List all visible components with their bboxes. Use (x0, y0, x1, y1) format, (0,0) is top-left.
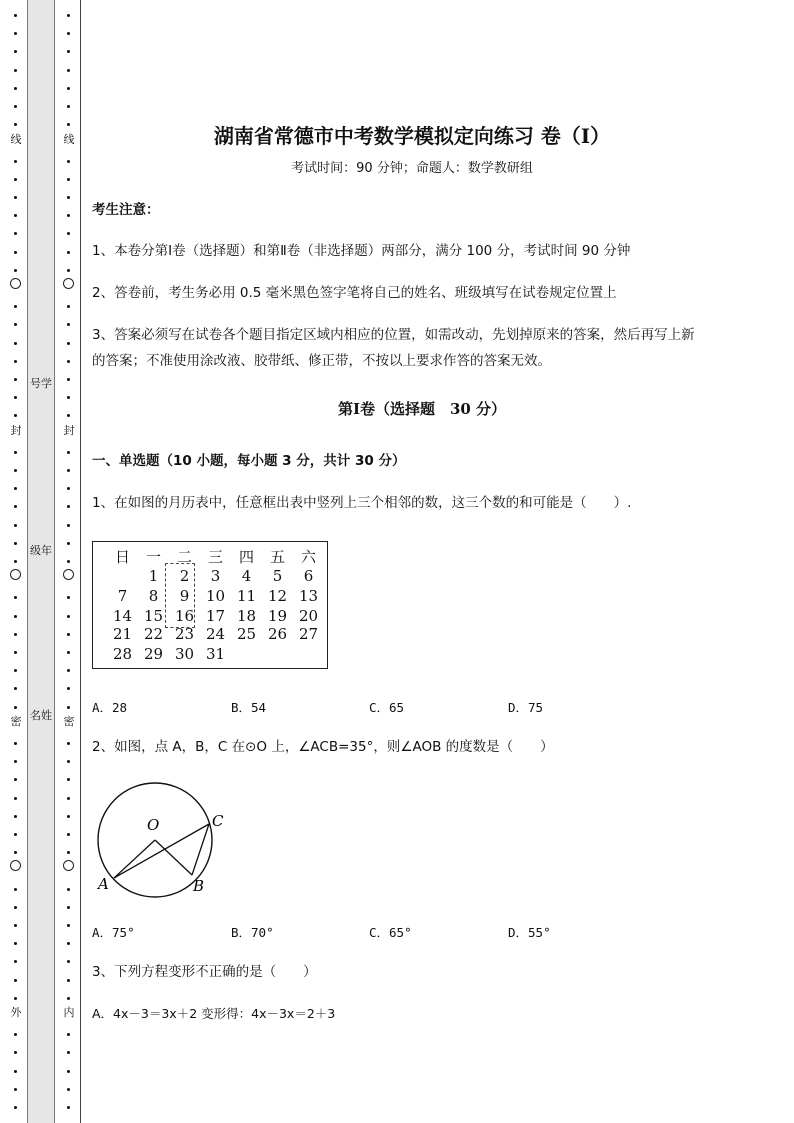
binding-dot (14, 451, 17, 454)
calendar-cell: 28 (112, 645, 133, 663)
q1-stem: 1、在如图的月历表中，任意框出表中竖列上三个相邻的数，这三个数的和可能是（ ）. (92, 495, 632, 511)
calendar-cell: 22 (143, 625, 164, 643)
part-title: 一、单选题（10 小题，每小题 3 分，共计 30 分） (92, 453, 406, 469)
calendar-cell (231, 645, 262, 663)
binding-dot (67, 997, 70, 1000)
inner-mark-feng: 封 (61, 424, 77, 437)
inner-dot-column (61, 0, 77, 1123)
q1-option-c[interactable]: C．65 (369, 700, 405, 715)
calendar-header-cell: 日 (114, 548, 130, 566)
binding-dot (67, 615, 70, 618)
calendar-row (107, 645, 324, 663)
binding-dot (14, 1070, 17, 1073)
binding-dot (67, 924, 70, 927)
binding-dot (67, 1051, 70, 1054)
calendar-cell: 8 (148, 587, 159, 605)
binding-dot (67, 560, 70, 563)
binding-dot (67, 797, 70, 800)
name-field: 名姓 (30, 709, 52, 722)
binding-dot (67, 1033, 70, 1036)
exam-title: 湖南省常德市中考数学模拟定向练习 卷（Ⅰ） (213, 124, 611, 148)
notice-item-2: 2、答卷前，考生务必用 0.5 毫米黑色签字笔将自己的姓名、班级填写在试卷规定位置上 (92, 285, 617, 301)
binding-circle-icon (63, 278, 74, 289)
calendar-row (107, 567, 324, 585)
calendar-cell: 29 (143, 645, 164, 663)
inner-mark-xian: 线 (61, 133, 77, 146)
q2-option-d[interactable]: D．55° (508, 925, 551, 940)
binding-dot (14, 69, 17, 72)
calendar-cell: 31 (205, 645, 226, 663)
binding-dot (14, 960, 17, 963)
calendar-cell: 7 (117, 587, 128, 605)
binding-dot (14, 32, 17, 35)
binding-dot (14, 305, 17, 308)
calendar-cell: 13 (298, 587, 319, 605)
calendar-cell (262, 645, 293, 663)
calendar-cell: 27 (298, 625, 319, 643)
q1-option-a[interactable]: A．28 (92, 700, 128, 715)
binding-dot (67, 251, 70, 254)
binding-dot (67, 979, 70, 982)
binding-dot (14, 414, 17, 417)
binding-dot (67, 196, 70, 199)
calendar-cell: 15 (143, 607, 164, 625)
binding-dot (67, 360, 70, 363)
calendar-cell: 20 (298, 607, 319, 625)
binding-dot (67, 1088, 70, 1091)
binding-dot (14, 50, 17, 53)
q2-stem: 2、如图，点 A，B，C 在⊙O 上，∠ACB=35°，则∠AOB 的度数是（ ） (92, 739, 554, 755)
binding-circle-icon (63, 860, 74, 871)
calendar-header-cell: 四 (238, 548, 254, 566)
binding-dot (14, 1051, 17, 1054)
binding-dot (14, 360, 17, 363)
binding-dot (14, 196, 17, 199)
binding-dot (67, 14, 70, 17)
binding-dot (14, 797, 17, 800)
binding-dot (67, 942, 70, 945)
binding-margin (0, 0, 82, 1123)
calendar-cell: 16 (174, 607, 195, 625)
binding-dot (14, 524, 17, 527)
binding-dot (14, 378, 17, 381)
binding-dot (14, 323, 17, 326)
calendar-cell: 18 (236, 607, 257, 625)
label-a: A (98, 875, 109, 893)
exam-subtitle: 考试时间：90 分钟；命题人：数学教研组 (291, 161, 533, 176)
binding-dot (67, 451, 70, 454)
calendar-cell: 9 (179, 587, 190, 605)
calendar-cell: 10 (205, 587, 226, 605)
binding-dot (67, 50, 70, 53)
calendar-cell: 25 (236, 625, 257, 643)
binding-dot (67, 760, 70, 763)
binding-dot (14, 687, 17, 690)
binding-dot (67, 323, 70, 326)
binding-dot (67, 123, 70, 126)
binding-dot (67, 105, 70, 108)
binding-dot (14, 851, 17, 854)
binding-dot (14, 469, 17, 472)
binding-dot (67, 342, 70, 345)
calendar-cell: 24 (205, 625, 226, 643)
calendar-header-cell: 六 (300, 548, 316, 566)
binding-circle-icon (10, 278, 21, 289)
binding-dot (67, 378, 70, 381)
calendar-cell: 1 (148, 567, 159, 585)
segment-ac (114, 824, 209, 878)
q3-option-a[interactable]: A．4x－3＝3x＋2 变形得：4x－3x＝2＋3 (92, 1006, 336, 1021)
section-title: 第Ⅰ卷（选择题 30 分） (337, 400, 507, 418)
binding-rule-line (80, 0, 81, 1123)
binding-dot (67, 651, 70, 654)
binding-dot (14, 906, 17, 909)
binding-dot (14, 596, 17, 599)
binding-dot (14, 1106, 17, 1109)
calendar-cell (293, 645, 324, 663)
binding-dot (67, 305, 70, 308)
binding-dot (14, 942, 17, 945)
binding-dot (67, 633, 70, 636)
binding-dot (14, 997, 17, 1000)
binding-dot (14, 214, 17, 217)
binding-dot (14, 178, 17, 181)
calendar-header (107, 546, 324, 567)
q2-option-c[interactable]: C．65° (369, 925, 412, 940)
calendar-header-cell: 二 (176, 548, 192, 566)
binding-dot (14, 651, 17, 654)
binding-dot (67, 542, 70, 545)
binding-dot (14, 14, 17, 17)
calendar-cell: 26 (267, 625, 288, 643)
q2-option-a[interactable]: A．75° (92, 925, 135, 940)
binding-dot (67, 269, 70, 272)
binding-dot (67, 1106, 70, 1109)
binding-dot (67, 160, 70, 163)
binding-dot (14, 833, 17, 836)
outer-mark-xian: 线 (8, 133, 24, 146)
grade-field: 级年 (30, 544, 52, 557)
binding-dot (14, 542, 17, 545)
binding-dot (14, 487, 17, 490)
outer-mark-feng: 封 (8, 424, 24, 437)
binding-dot (14, 615, 17, 618)
inner-mark-nei: 内 (61, 1006, 77, 1019)
calendar-cell: 6 (303, 567, 314, 585)
notice-item-3-cont: 的答案；不准使用涂改液、胶带纸、修正带，不按以上要求作答的答案无效。 (92, 353, 551, 369)
binding-dot (67, 178, 70, 181)
circle-figure (92, 778, 232, 898)
binding-dot (67, 960, 70, 963)
outer-dot-column (8, 0, 24, 1123)
binding-dot (14, 87, 17, 90)
binding-dot (67, 815, 70, 818)
binding-dot (67, 487, 70, 490)
binding-dot (14, 669, 17, 672)
binding-dot (14, 342, 17, 345)
binding-dot (67, 851, 70, 854)
label-c: C (212, 812, 224, 830)
binding-dot (67, 906, 70, 909)
binding-dot (67, 1070, 70, 1073)
binding-dot (14, 160, 17, 163)
calendar-row (107, 625, 324, 643)
binding-dot (67, 778, 70, 781)
binding-dot (67, 69, 70, 72)
binding-dot (14, 979, 17, 982)
calendar-figure (92, 541, 328, 669)
binding-dot (14, 1033, 17, 1036)
binding-dot (14, 706, 17, 709)
outer-mark-wai: 外 (8, 1006, 24, 1019)
binding-dot (14, 633, 17, 636)
calendar-cell: 12 (267, 587, 288, 605)
binding-dot (14, 888, 17, 891)
binding-dot (67, 469, 70, 472)
calendar-cell: 14 (112, 607, 133, 625)
binding-dot (14, 505, 17, 508)
binding-dot (67, 396, 70, 399)
binding-dot (67, 505, 70, 508)
binding-circle-icon (63, 569, 74, 580)
binding-dot (67, 888, 70, 891)
calendar-cell: 23 (174, 625, 195, 643)
calendar-cell: 11 (236, 587, 257, 605)
q3-stem: 3、下列方程变形不正确的是（ ） (92, 964, 317, 980)
binding-circle-icon (10, 569, 21, 580)
notice-heading: 考生注意： (92, 202, 160, 218)
binding-dot (14, 396, 17, 399)
notice-item-1: 1、本卷分第Ⅰ卷（选择题）和第Ⅱ卷（非选择题）两部分，满分 100 分，考试时间 90 分钟 (92, 243, 631, 259)
binding-circle-icon (10, 860, 21, 871)
q1-option-b[interactable]: B．54 (231, 700, 267, 715)
binding-dot (14, 269, 17, 272)
binding-strip (27, 0, 55, 1123)
calendar-cell (107, 567, 138, 585)
binding-dot (14, 778, 17, 781)
binding-dot (67, 742, 70, 745)
q2-option-b[interactable]: B．70° (231, 925, 274, 940)
segment-ao (114, 840, 155, 878)
binding-dot (67, 833, 70, 836)
binding-dot (14, 760, 17, 763)
student-id-field: 号学 (30, 377, 52, 390)
binding-dot (67, 596, 70, 599)
calendar-row (107, 607, 324, 625)
calendar-row (107, 587, 324, 605)
binding-dot (14, 105, 17, 108)
binding-dot (14, 815, 17, 818)
calendar-cell: 3 (210, 567, 221, 585)
binding-dot (14, 560, 17, 563)
calendar-header-cell: 三 (207, 548, 223, 566)
calendar-cell: 30 (174, 645, 195, 663)
label-o: O (147, 816, 160, 834)
calendar-cell: 17 (205, 607, 226, 625)
q1-option-d[interactable]: D．75 (508, 700, 544, 715)
binding-dot (67, 232, 70, 235)
binding-dot (67, 524, 70, 527)
calendar-cell: 21 (112, 625, 133, 643)
notice-item-3: 3、答案必须写在试卷各个题目指定区域内相应的位置，如需改动，先划掉原来的答案，然后再写上新 (92, 327, 695, 343)
binding-dot (67, 32, 70, 35)
calendar-header-cell: 一 (145, 548, 161, 566)
calendar-cell: 4 (241, 567, 252, 585)
binding-dot (67, 214, 70, 217)
binding-dot (14, 251, 17, 254)
calendar-cell: 19 (267, 607, 288, 625)
segment-ob (155, 840, 192, 875)
binding-dot (67, 87, 70, 90)
calendar-cell: 2 (179, 567, 190, 585)
label-b: B (193, 877, 205, 895)
binding-dot (67, 669, 70, 672)
binding-dot (67, 414, 70, 417)
binding-dot (14, 1088, 17, 1091)
binding-dot (14, 924, 17, 927)
calendar-cell: 5 (272, 567, 283, 585)
binding-dot (14, 742, 17, 745)
outer-mark-mi: 密 (8, 715, 24, 728)
binding-dot (67, 687, 70, 690)
calendar-header-cell: 五 (269, 548, 285, 566)
binding-dot (14, 232, 17, 235)
binding-dot (67, 706, 70, 709)
binding-dot (14, 123, 17, 126)
inner-mark-mi: 密 (61, 715, 77, 728)
